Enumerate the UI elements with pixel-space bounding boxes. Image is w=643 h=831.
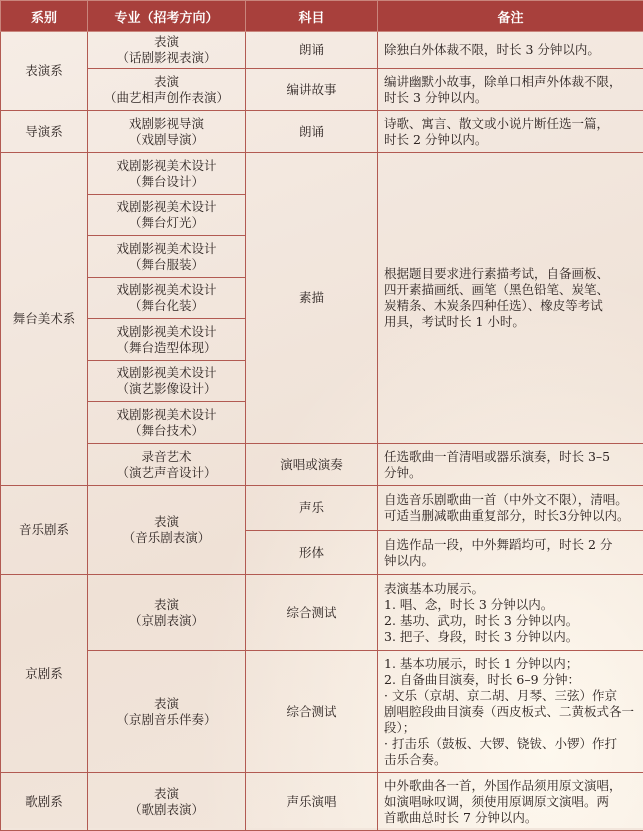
header-subject: 科目 [246,1,378,32]
table-row [1,486,643,531]
note-cell: 1. 基本功展示，时长 1 分钟以内； 2. 自备曲目演奏，时长 6–9 分钟： · 文乐（京胡、京二胡、月琴、三弦）作京 剧唱腔段曲目演奏（西皮板式、二黄板式各一 段）； · 打击乐（鼓板、大锣、铙钹、小锣）作打 击乐合奏。 [378,651,643,773]
major-cell: 表演 （话剧影视表演） [88,32,246,69]
subject-cell: 演唱或演奏 [246,444,378,486]
major-cell: 戏剧影视美术设计 （舞台造型体现） [88,319,246,361]
subject-cell: 综合测试 [246,651,378,773]
table-row [1,651,643,773]
note-cell: 诗歌、寓言、散文或小说片断任选一篇， 时长 2 分钟以内。 [378,111,643,153]
subject-cell: 形体 [246,531,378,575]
major-cell: 表演 （曲艺相声创作表演） [88,69,246,111]
note-cell: 除独白外体裁不限，时长 3 分钟以内。 [378,32,643,69]
table-row [1,111,643,153]
note-cell: 根据题目要求进行素描考试，自备画板、 四开素描画纸、画笔（黑色铅笔、炭笔、 炭精条、木炭条四种任选）、橡皮等考试 用具，考试时长 1 小时。 [378,153,643,444]
subject-cell: 声乐演唱 [246,773,378,831]
major-cell: 戏剧影视美术设计 （舞台设计） [88,153,246,195]
major-cell: 戏剧影视美术设计 （舞台技术） [88,402,246,444]
major-cell: 表演 （京剧表演） [88,575,246,651]
note-cell: 自选音乐剧歌曲一首（中外文不限），清唱。 可适当删减歌曲重复部分，时长3分钟以内。 [378,486,643,531]
table-row [1,575,643,651]
major-cell: 戏剧影视美术设计 （演艺影像设计） [88,361,246,402]
dept-cell: 音乐剧系 [1,486,88,575]
subject-cell: 声乐 [246,486,378,531]
major-cell: 戏剧影视美术设计 （舞台化装） [88,278,246,319]
subject-cell: 素描 [246,153,378,444]
table-row [1,69,643,111]
table-row [1,773,643,831]
note-cell: 自选作品一段，中外舞蹈均可，时长 2 分 钟以内。 [378,531,643,575]
dept-cell: 舞台美术系 [1,153,88,486]
dept-cell: 京剧系 [1,575,88,773]
subject-cell: 朗诵 [246,32,378,69]
major-cell: 表演 （音乐剧表演） [88,486,246,575]
header-note: 备注 [378,1,643,32]
major-cell: 表演 （京剧音乐伴奏） [88,651,246,773]
note-cell: 任选歌曲一首清唱或器乐演奏，时长 3–5 分钟。 [378,444,643,486]
major-cell: 戏剧影视美术设计 （舞台灯光） [88,195,246,236]
header-dept: 系别 [1,1,88,32]
header-major: 专业（招考方向） [88,1,246,32]
major-cell: 表演 （歌剧表演） [88,773,246,831]
dept-cell: 歌剧系 [1,773,88,831]
table-row [1,444,643,486]
note-cell: 中外歌曲各一首，外国作品须用原文演唱， 如演唱咏叹调，须使用原调原文演唱。两 首歌曲总时长 7 分钟以内。 [378,773,643,831]
table-row [1,32,643,69]
header-row [1,1,643,32]
subject-cell: 朗诵 [246,111,378,153]
note-cell: 编讲幽默小故事，除单口相声外体裁不限， 时长 3 分钟以内。 [378,69,643,111]
major-cell: 戏剧影视美术设计 （舞台服装） [88,236,246,278]
major-cell: 戏剧影视导演 （戏剧导演） [88,111,246,153]
subject-cell: 综合测试 [246,575,378,651]
note-cell: 表演基本功展示。 1. 唱、念，时长 3 分钟以内。 2. 基功、武功，时长 3 分钟以内。 3. 把子、身段，时长 3 分钟以内。 [378,575,643,651]
dept-cell: 表演系 [1,32,88,111]
major-cell: 录音艺术 （演艺声音设计） [88,444,246,486]
dept-cell: 导演系 [1,111,88,153]
table-row [1,153,643,195]
subject-cell: 编讲故事 [246,69,378,111]
